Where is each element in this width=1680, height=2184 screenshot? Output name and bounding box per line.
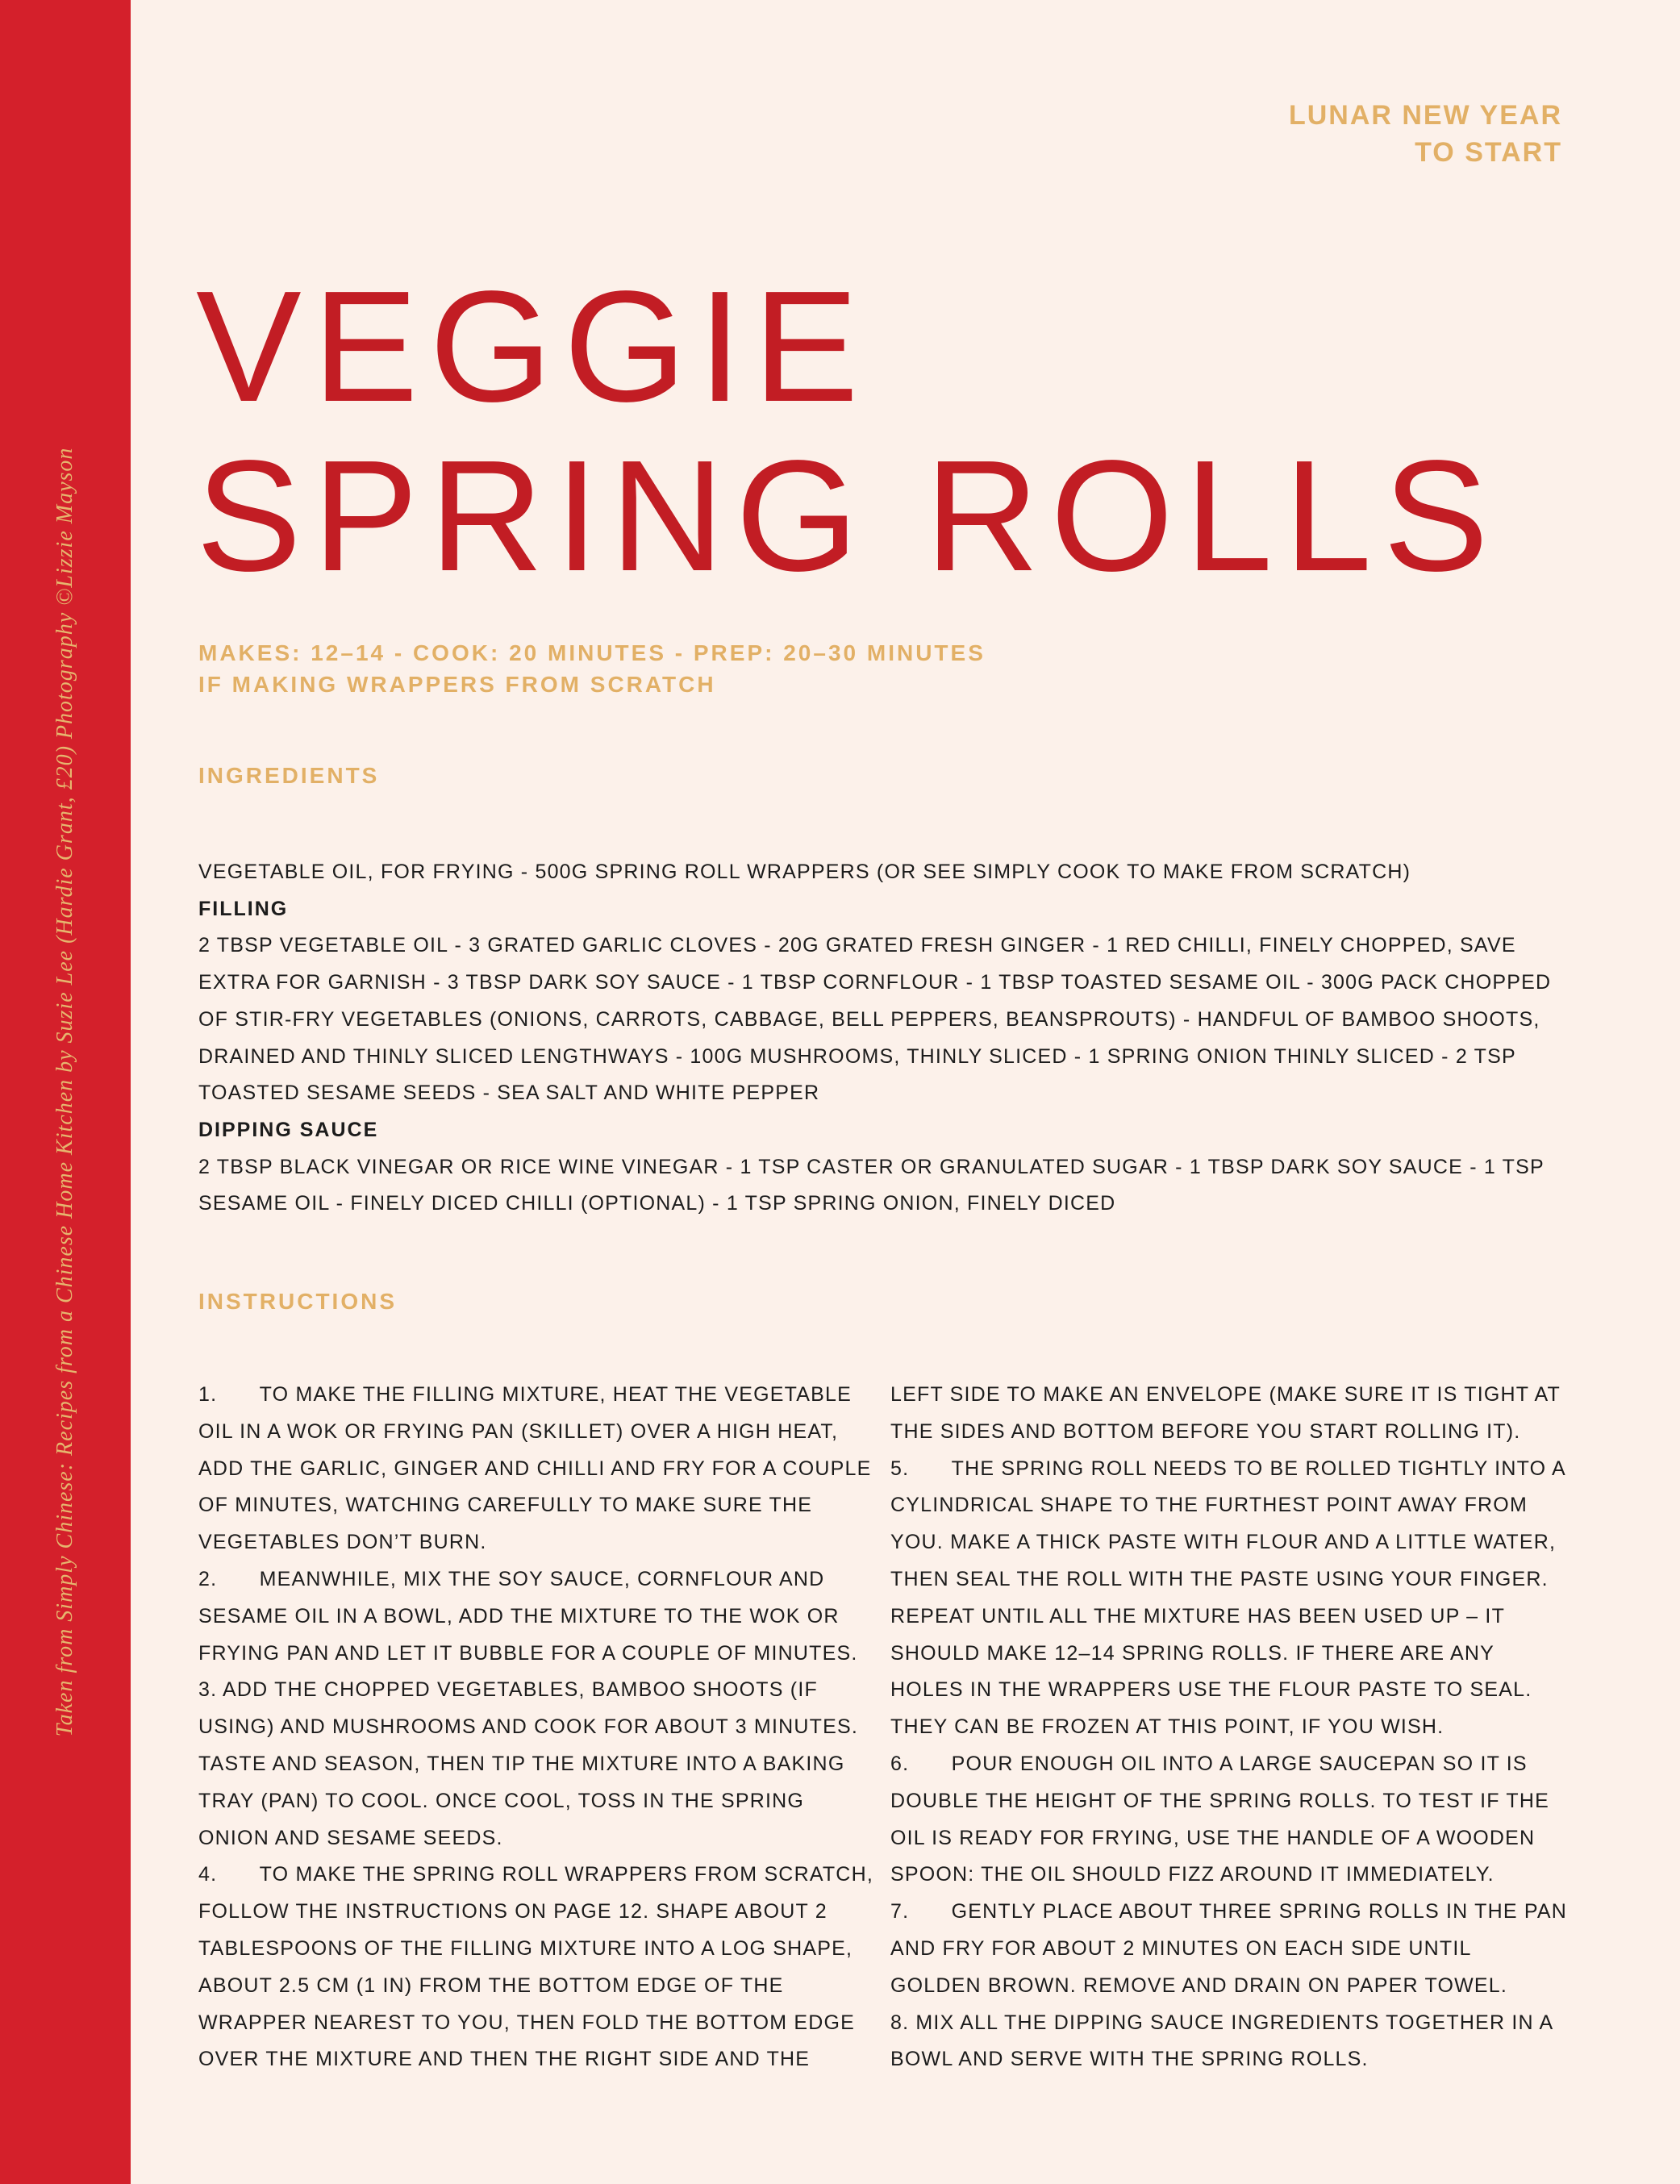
sidebar-stripe bbox=[0, 0, 131, 2184]
section-label-line2: TO START bbox=[1415, 137, 1562, 168]
recipe-title-line1: VEGGIE bbox=[196, 258, 870, 435]
ingredients-intro: VEGETABLE OIL, FOR FRYING - 500G SPRING ROLL WRAPPERS (OR SEE SIMPLY COOK TO MAKE FROM SCRATCH) bbox=[198, 861, 1411, 883]
section-label bbox=[1289, 97, 1562, 171]
instructions-column-right bbox=[890, 1377, 1568, 2078]
dipping-sauce-text: 2 TBSP BLACK VINEGAR OR RICE WINE VINEGAR - 1 TSP CASTER OR GRANULATED SUGAR - 1 TBSP DARK SOY SAUCE - 1 TSP SESAME OIL - FINELY DICED CHILLI (OPTIONAL) - 1 TSP SPRING ONION, FINELY DICED bbox=[198, 1155, 1545, 1215]
instruction-step: 6. POUR ENOUGH OIL INTO A LARGE SAUCEPAN SO IT IS DOUBLE THE HEIGHT OF THE SPRING ROLLS. TO TEST IF THE OIL IS READY FOR FRYING, USE THE HANDLE OF A WOODEN SPOON: THE OIL SHOULD FIZZ AROUND IT IMMEDIATELY. bbox=[890, 1752, 1550, 1886]
instruction-step: 1. TO MAKE THE FILLING MIXTURE, HEAT THE VEGETABLE OIL IN A WOK OR FRYING PAN (SKILLET) OVER A HIGH HEAT, ADD THE GARLIC, GINGER AND CHILLI AND FRY FOR A COUPLE OF MINUTES, WATCHING CAREFULLY TO MAKE SURE THE VEGETABLES DON’T BURN. bbox=[198, 1383, 872, 1554]
instructions-column-left bbox=[198, 1377, 876, 2078]
instructions-heading: INSTRUCTIONS bbox=[198, 1289, 397, 1314]
section-label-line1: LUNAR NEW YEAR bbox=[1288, 100, 1562, 131]
filling-heading: FILLING bbox=[198, 897, 289, 920]
ingredients-list bbox=[198, 854, 1570, 1223]
photo-credit: Taken from Simply Chinese: Recipes from a Chinese Home Kitchen by Suzie Lee (Hardie Grant, £20) Photography ©Lizzie Mayson bbox=[52, 447, 77, 1737]
recipe-title-line2: SPRING ROLLS bbox=[196, 427, 1500, 604]
dipping-sauce-heading: DIPPING SAUCE bbox=[198, 1118, 379, 1141]
recipe-meta-line1: MAKES: 12–14 - COOK: 20 MINUTES - PREP: 20–30 MINUTES bbox=[198, 640, 986, 665]
recipe-title bbox=[196, 258, 1500, 604]
instruction-step: 2. MEANWHILE, MIX THE SOY SAUCE, CORNFLOUR AND SESAME OIL IN A BOWL, ADD THE MIXTURE TO THE WOK OR FRYING PAN AND LET IT BUBBLE FOR A COUPLE OF MINUTES. bbox=[198, 1567, 858, 1665]
filling-text: 2 TBSP VEGETABLE OIL - 3 GRATED GARLIC CLOVES - 20G GRATED FRESH GINGER - 1 RED CHILLI, FINELY CHOPPED, SAVE EXTRA FOR GARNISH - 3 TBSP DARK SOY SAUCE - 1 TBSP CORNFLOUR - 1 TBSP TOASTED SESAME OIL - 300G PACK CHOPPED OF STIR-FRY VEGETABLES (ONIONS, CARROTS, CABBAGE, BELL PEPPERS, BEANSPROUTS) - HANDFUL OF BAMBOO SHOOTS, DRAINED AND THINLY SLICED LENGTHWAYS - 100G MUSHROOMS, THINLY SLICED - 1 SPRING ONION THINLY SLICED - 2 TSP TOASTED SESAME SEEDS - SEA SALT AND WHITE PEPPER bbox=[198, 934, 1552, 1105]
recipe-meta-line2: IF MAKING WRAPPERS FROM SCRATCH bbox=[198, 672, 716, 697]
ingredients-heading: INGREDIENTS bbox=[198, 763, 380, 788]
instruction-step: 8. MIX ALL THE DIPPING SAUCE INGREDIENTS TOGETHER IN A BOWL AND SERVE WITH THE SPRING ROLLS. bbox=[890, 2011, 1553, 2071]
instruction-step: 4. TO MAKE THE SPRING ROLL WRAPPERS FROM SCRATCH, FOLLOW THE INSTRUCTIONS ON PAGE 12. SHAPE ABOUT 2 TABLESPOONS OF THE FILLING MIXTURE INTO A LOG SHAPE, ABOUT 2.5 CM (1 IN) FROM THE BOTTOM EDGE OF THE WRAPPER NEAREST TO YOU, THEN FOLD THE BOTTOM EDGE OVER THE MIXTURE AND THEN THE RIGHT SIDE AND THE bbox=[198, 1863, 873, 2071]
instruction-step: LEFT SIDE TO MAKE AN ENVELOPE (MAKE SURE IT IS TIGHT AT THE SIDES AND BOTTOM BEFORE YOU START ROLLING IT). bbox=[890, 1383, 1561, 1443]
recipe-meta bbox=[198, 637, 986, 700]
instruction-step: 7. GENTLY PLACE ABOUT THREE SPRING ROLLS IN THE PAN AND FRY FOR ABOUT 2 MINUTES ON EACH SIDE UNTIL GOLDEN BROWN. REMOVE AND DRAIN ON PAPER TOWEL. bbox=[890, 1900, 1568, 1997]
instruction-step: 3. ADD THE CHOPPED VEGETABLES, BAMBOO SHOOTS (IF USING) AND MUSHROOMS AND COOK FOR ABOUT 3 MINUTES. TASTE AND SEASON, THEN TIP THE MIXTURE INTO A BAKING TRAY (PAN) TO COOL. ONCE COOL, TOSS IN THE SPRING ONION AND SESAME SEEDS. bbox=[198, 1678, 858, 1849]
instruction-step: 5. THE SPRING ROLL NEEDS TO BE ROLLED TIGHTLY INTO A CYLINDRICAL SHAPE TO THE FURTHEST POINT AWAY FROM YOU. MAKE A THICK PASTE WITH FLOUR AND A LITTLE WATER, THEN SEAL THE ROLL WITH THE PASTE USING YOUR FINGER. REPEAT UNTIL ALL THE MIXTURE HAS BEEN USED UP – IT SHOULD MAKE 12–14 SPRING ROLLS. IF THERE ARE ANY HOLES IN THE WRAPPERS USE THE FLOUR PASTE TO SEAL. THEY CAN BE FROZEN AT THIS POINT, IF YOU WISH. bbox=[890, 1457, 1565, 1739]
